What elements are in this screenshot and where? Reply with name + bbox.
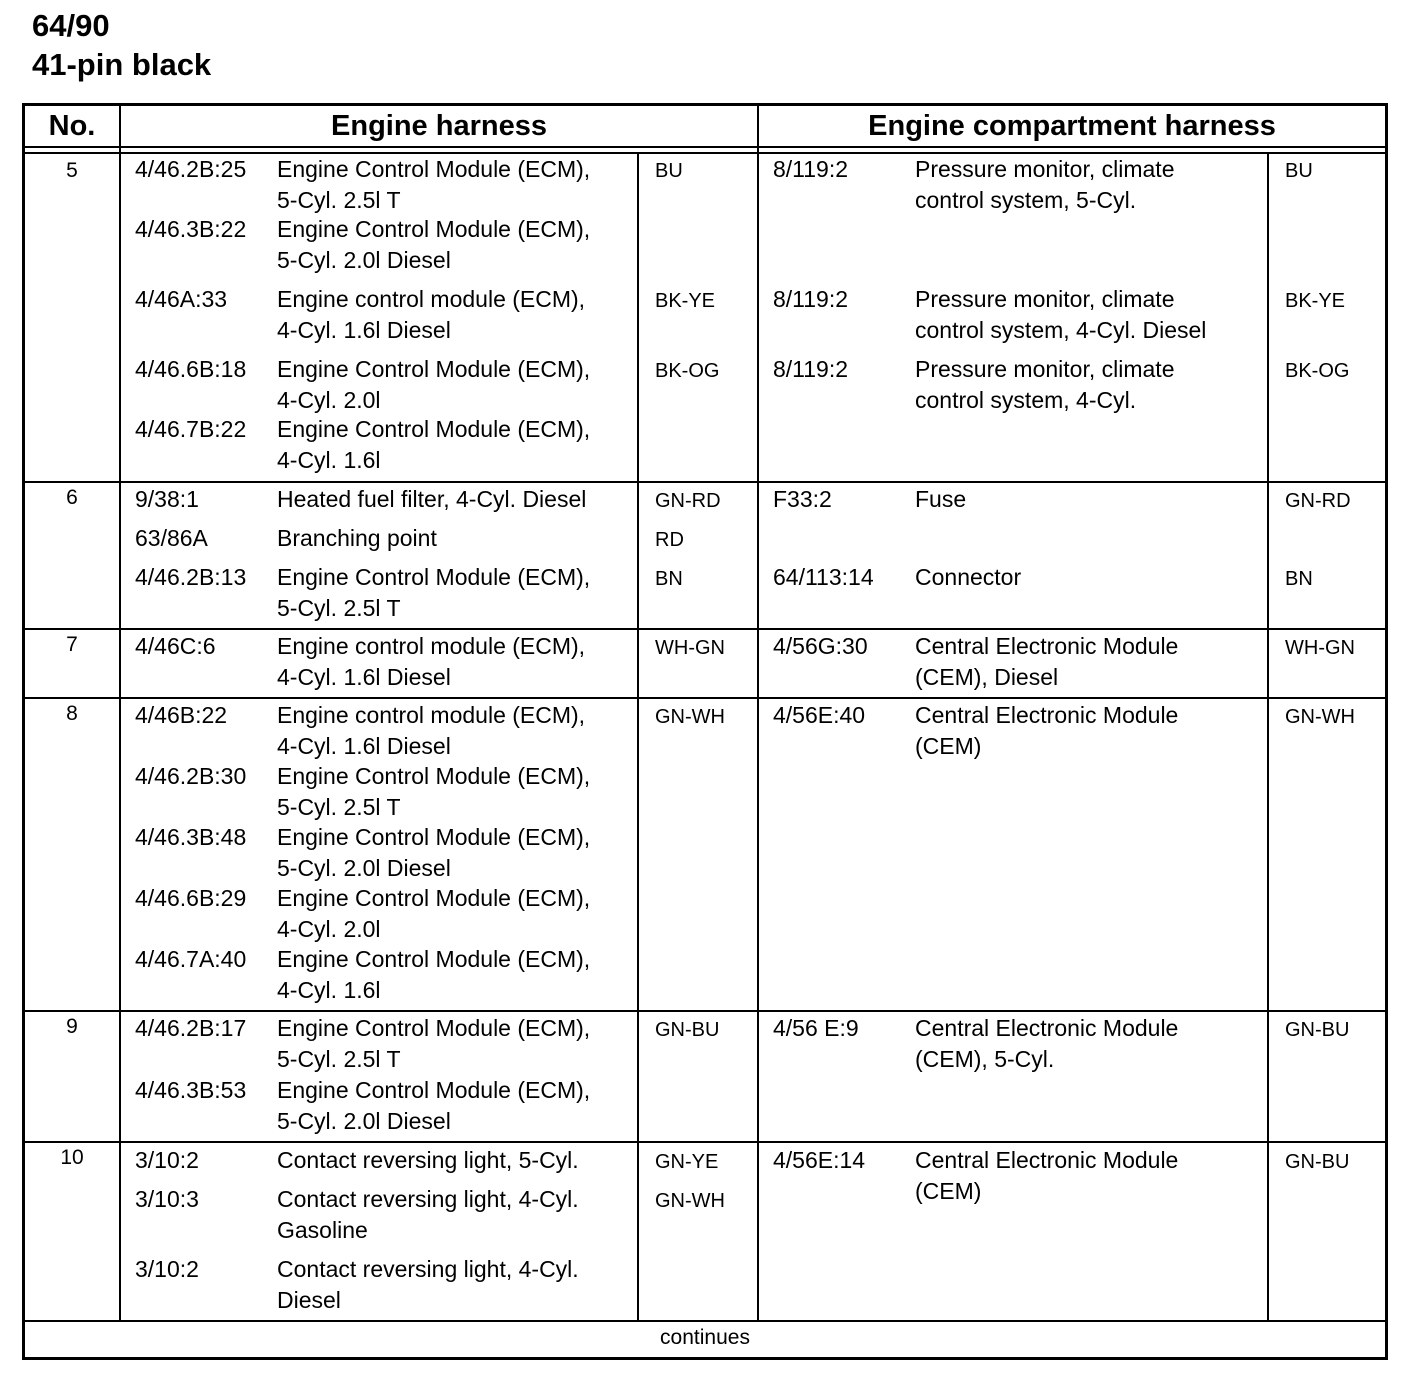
- engine-wire-color: BK-YE: [655, 290, 716, 312]
- engine-component-desc: Engine Control Module (ECM), 5-Cyl. 2.0l Diesel: [277, 1077, 591, 1134]
- compartment-connector-code: 8/119:2: [773, 356, 849, 382]
- compartment-wire-color: GN-RD: [1285, 490, 1351, 512]
- pin-number: 7: [66, 633, 78, 656]
- header-engine-harness: Engine harness: [331, 110, 547, 142]
- engine-component-desc: Engine Control Module (ECM), 4-Cyl. 1.6l: [277, 416, 591, 473]
- engine-wire-color: GN-WH: [655, 1190, 725, 1212]
- compartment-component-desc: Pressure monitor, climate control system, 5-Cyl.: [915, 156, 1175, 213]
- compartment-wire-color: GN-BU: [1285, 1019, 1350, 1041]
- engine-component-desc: Heated fuel filter, 4-Cyl. Diesel: [277, 486, 587, 512]
- compartment-connector-code: 4/56G:30: [773, 633, 868, 659]
- engine-connector-code: 4/46C:6: [135, 633, 216, 659]
- engine-component-desc: Engine Control Module (ECM), 5-Cyl. 2.5l T: [277, 763, 591, 820]
- engine-connector-code: 4/46.7A:40: [135, 946, 247, 972]
- engine-connector-code: 3/10:2: [135, 1256, 199, 1282]
- engine-wire-color: GN-BU: [655, 1019, 720, 1041]
- engine-wire-color: WH-GN: [655, 637, 725, 659]
- column-divider: [119, 106, 121, 1320]
- compartment-component-desc: Pressure monitor, climate control system, 4-Cyl.: [915, 356, 1175, 413]
- engine-wire-color: RD: [655, 529, 684, 551]
- row-divider: [25, 1320, 1385, 1322]
- engine-component-desc: Engine Control Module (ECM), 5-Cyl. 2.5l T: [277, 564, 591, 621]
- compartment-connector-code: 8/119:2: [773, 156, 849, 182]
- pin-number: 9: [66, 1015, 78, 1038]
- header-divider: [25, 146, 1385, 148]
- engine-component-desc: Engine Control Module (ECM), 4-Cyl. 1.6l: [277, 946, 591, 1003]
- compartment-connector-code: 4/56E:14: [773, 1147, 866, 1173]
- compartment-component-desc: Fuse: [915, 486, 967, 512]
- engine-connector-code: 3/10:2: [135, 1147, 199, 1173]
- engine-component-desc: Contact reversing light, 5-Cyl.: [277, 1147, 579, 1173]
- compartment-wire-color: BK-YE: [1285, 290, 1346, 312]
- compartment-connector-code: 4/56 E:9: [773, 1015, 859, 1041]
- compartment-connector-code: 8/119:2: [773, 286, 849, 312]
- engine-component-desc: Branching point: [277, 525, 437, 551]
- compartment-wire-color: WH-GN: [1285, 637, 1355, 659]
- connector-title: 41-pin black: [32, 47, 212, 82]
- engine-connector-code: 4/46.2B:13: [135, 564, 247, 590]
- engine-connector-code: 9/38:1: [135, 486, 199, 512]
- row-divider: [25, 481, 1385, 483]
- compartment-component-desc: Pressure monitor, climate control system, 4-Cyl. Diesel: [915, 286, 1207, 343]
- engine-connector-code: 4/46.6B:29: [135, 885, 247, 911]
- engine-connector-code: 4/46.2B:17: [135, 1015, 247, 1041]
- connector-table: [22, 103, 1388, 1360]
- engine-connector-code: 4/46.6B:18: [135, 356, 247, 382]
- engine-connector-code: 3/10:3: [135, 1186, 199, 1212]
- compartment-component-desc: Central Electronic Module (CEM), 5-Cyl.: [915, 1015, 1179, 1072]
- engine-connector-code: 4/46.3B:53: [135, 1077, 247, 1103]
- engine-connector-code: 4/46B:22: [135, 702, 228, 728]
- engine-component-desc: Engine Control Module (ECM), 4-Cyl. 2.0l: [277, 885, 591, 942]
- engine-component-desc: Contact reversing light, 4-Cyl. Gasoline: [277, 1186, 579, 1243]
- engine-connector-code: 4/46.2B:25: [135, 156, 247, 182]
- compartment-wire-color: BK-OG: [1285, 360, 1350, 382]
- engine-connector-code: 4/46.7B:22: [135, 416, 247, 442]
- compartment-connector-code: F33:2: [773, 486, 832, 512]
- column-divider: [637, 154, 639, 1320]
- page-ref: 64/90: [32, 8, 110, 43]
- pin-number: 5: [66, 159, 78, 182]
- compartment-wire-color: GN-WH: [1285, 706, 1355, 728]
- continues-note: continues: [660, 1326, 750, 1349]
- engine-wire-color: BK-OG: [655, 360, 720, 382]
- row-divider: [25, 1141, 1385, 1143]
- compartment-component-desc: Central Electronic Module (CEM), Diesel: [915, 633, 1179, 690]
- engine-component-desc: Engine control module (ECM), 4-Cyl. 1.6l Diesel: [277, 286, 586, 343]
- engine-connector-code: 4/46.3B:22: [135, 216, 247, 242]
- engine-component-desc: Engine Control Module (ECM), 5-Cyl. 2.0l Diesel: [277, 824, 591, 881]
- engine-component-desc: Engine control module (ECM), 4-Cyl. 1.6l Diesel: [277, 702, 586, 759]
- compartment-wire-color: BN: [1285, 568, 1313, 590]
- engine-wire-color: GN-WH: [655, 706, 725, 728]
- row-divider: [25, 697, 1385, 699]
- header-engine-compartment-harness: Engine compartment harness: [868, 110, 1276, 142]
- compartment-component-desc: Central Electronic Module (CEM): [915, 1147, 1179, 1204]
- compartment-component-desc: Connector: [915, 564, 1022, 590]
- engine-wire-color: GN-RD: [655, 490, 721, 512]
- compartment-connector-code: 64/113:14: [773, 564, 874, 590]
- pin-number: 10: [60, 1146, 84, 1169]
- engine-connector-code: 4/46.2B:30: [135, 763, 247, 789]
- engine-component-desc: Engine control module (ECM), 4-Cyl. 1.6l Diesel: [277, 633, 586, 690]
- engine-component-desc: Engine Control Module (ECM), 4-Cyl. 2.0l: [277, 356, 591, 413]
- engine-wire-color: BU: [655, 160, 683, 182]
- engine-component-desc: Engine Control Module (ECM), 5-Cyl. 2.0l Diesel: [277, 216, 591, 273]
- column-divider: [757, 106, 759, 1320]
- compartment-wire-color: GN-BU: [1285, 1151, 1350, 1173]
- engine-component-desc: Contact reversing light, 4-Cyl. Diesel: [277, 1256, 579, 1313]
- engine-connector-code: 4/46A:33: [135, 286, 228, 312]
- column-divider: [1267, 154, 1269, 1320]
- pin-number: 6: [66, 486, 78, 509]
- engine-wire-color: BN: [655, 568, 683, 590]
- engine-wire-color: GN-YE: [655, 1151, 719, 1173]
- row-divider: [25, 1010, 1385, 1012]
- engine-component-desc: Engine Control Module (ECM), 5-Cyl. 2.5l T: [277, 1015, 591, 1072]
- compartment-connector-code: 4/56E:40: [773, 702, 866, 728]
- row-divider: [25, 628, 1385, 630]
- engine-connector-code: 4/46.3B:48: [135, 824, 247, 850]
- pin-number: 8: [66, 702, 78, 725]
- engine-connector-code: 63/86A: [135, 525, 208, 551]
- compartment-component-desc: Central Electronic Module (CEM): [915, 702, 1179, 759]
- header-no: No.: [48, 110, 96, 142]
- engine-component-desc: Engine Control Module (ECM), 5-Cyl. 2.5l T: [277, 156, 591, 213]
- compartment-wire-color: BU: [1285, 160, 1313, 182]
